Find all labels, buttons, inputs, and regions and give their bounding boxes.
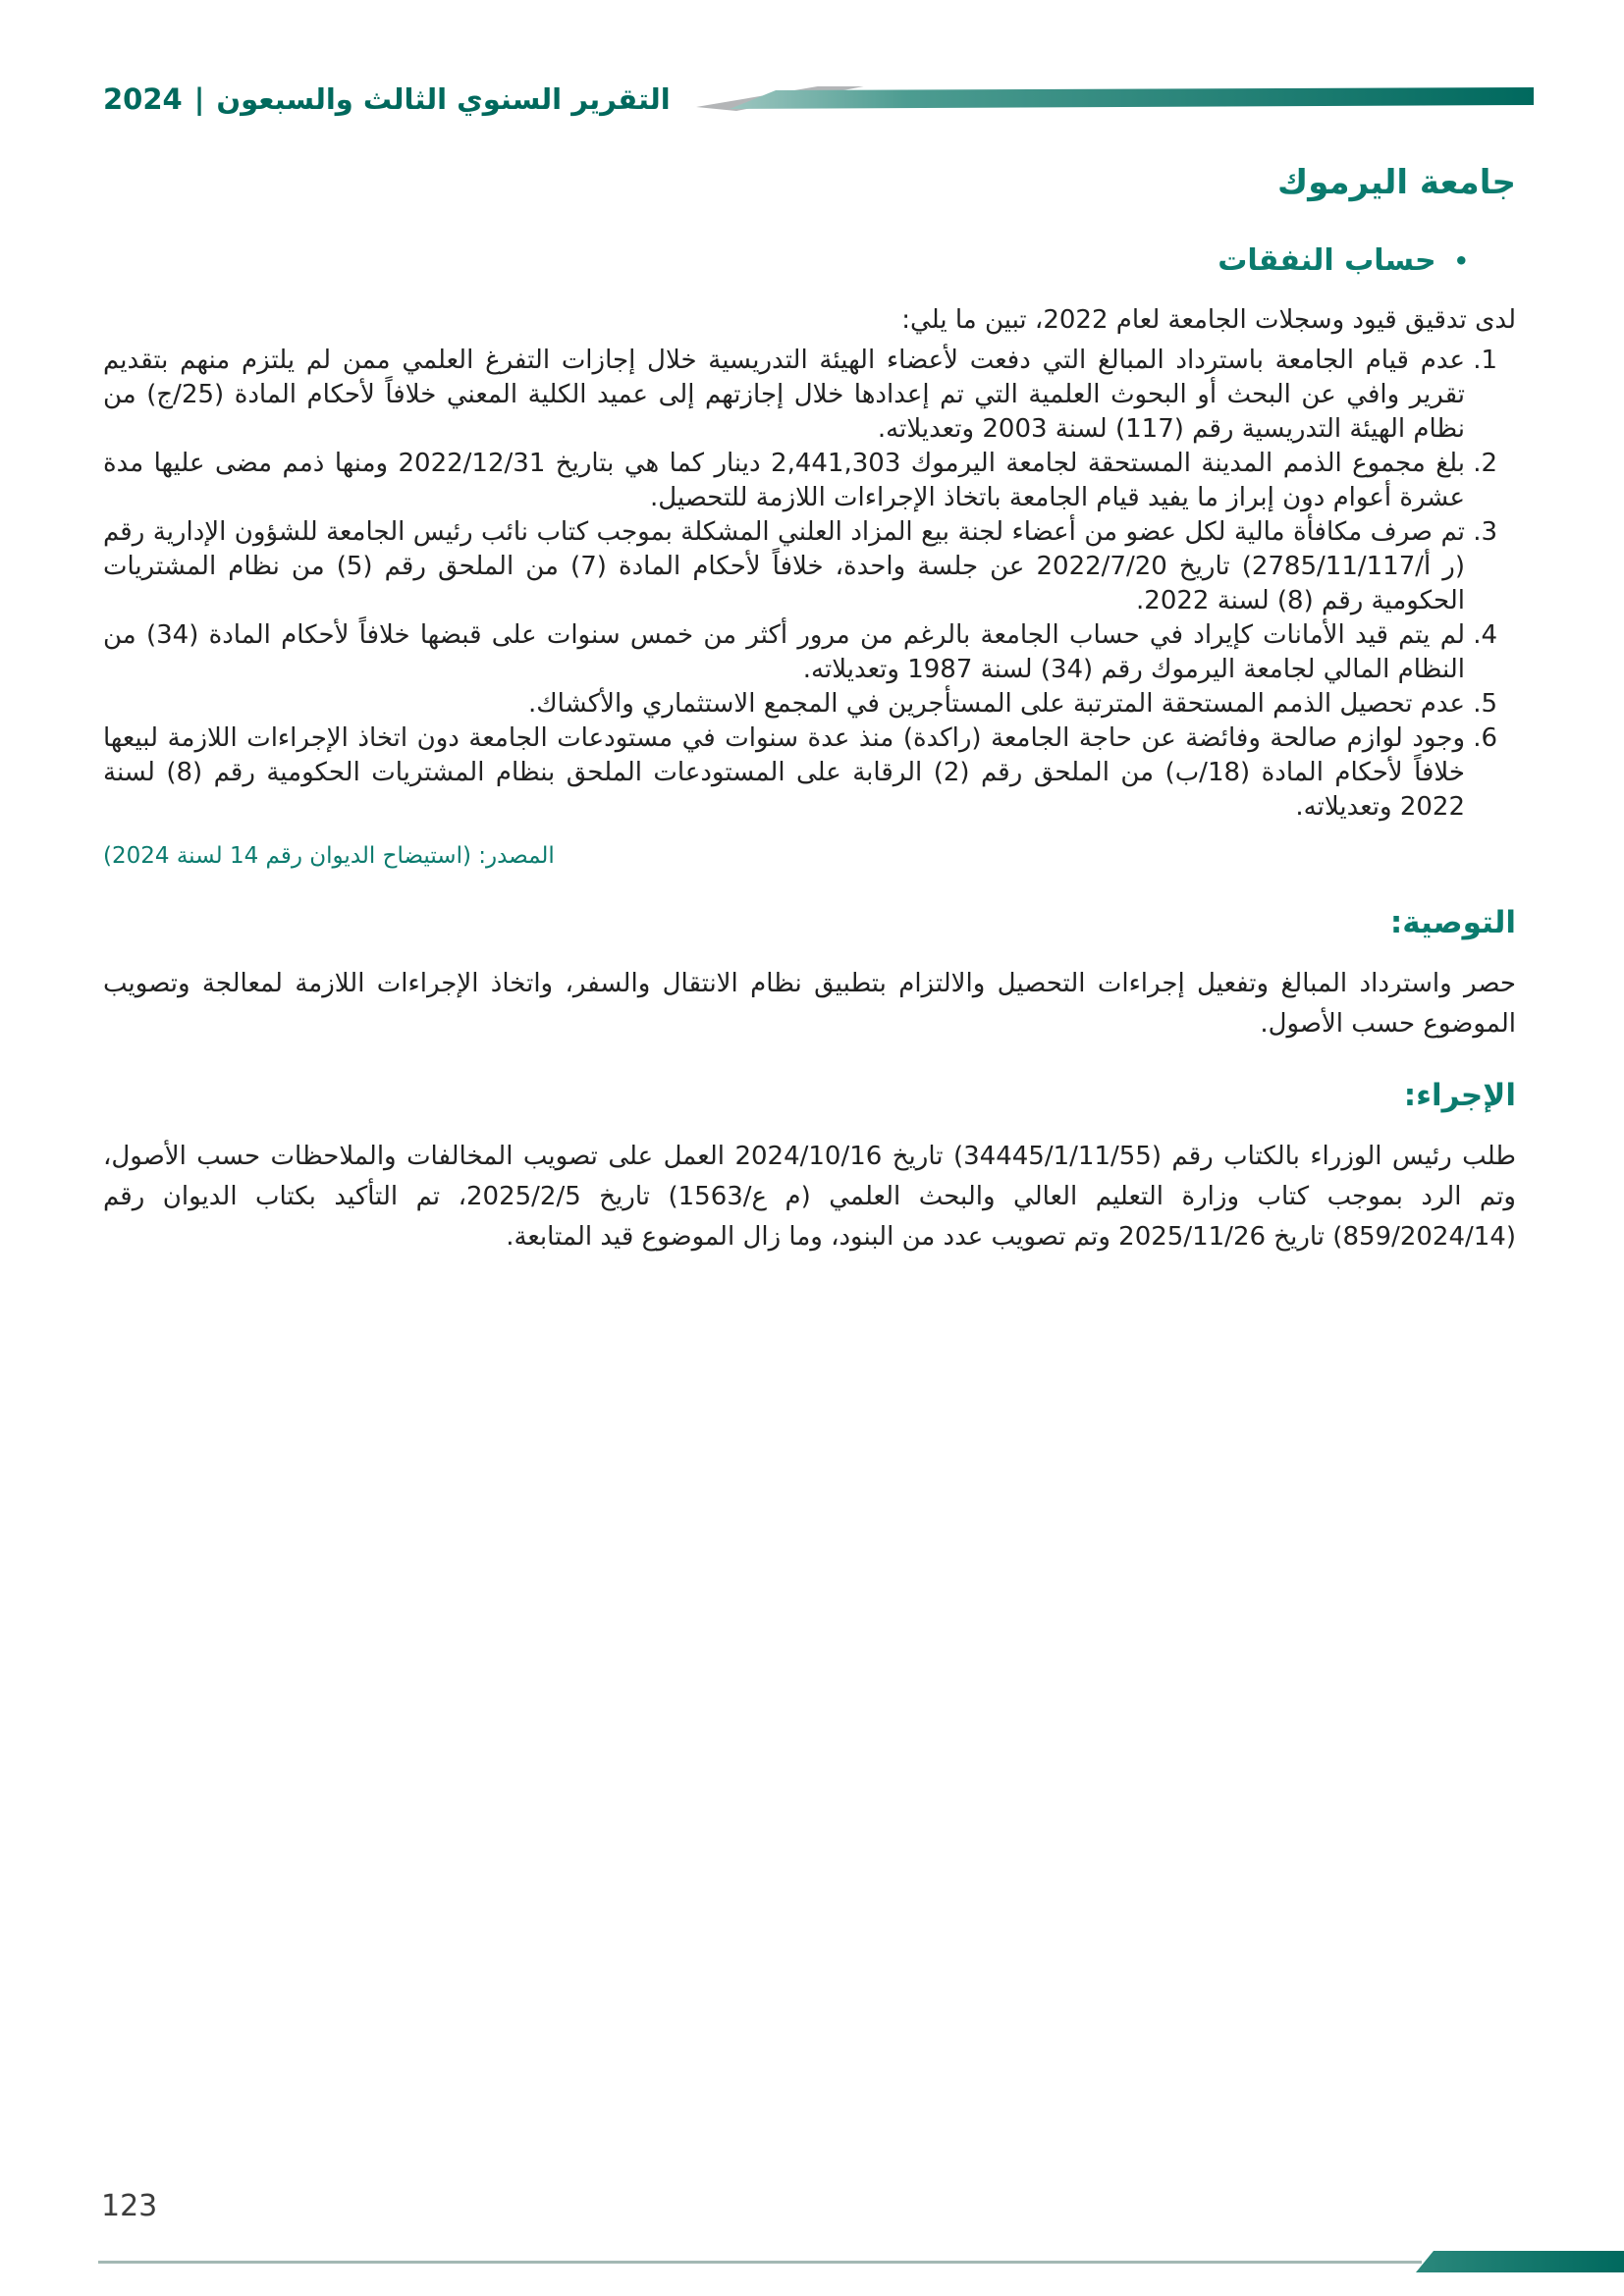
action-heading: الإجراء: [1403, 1078, 1516, 1113]
footer-accent-bar [1416, 2251, 1624, 2272]
finding-item-2: 2. بلغ مجموع الذمم المدينة المستحقة لجامعة اليرموك 2,441,303 دينار كما هي بتاريخ 2022/12/31 ومنها ذمم مضى عليها مدة عشرة أعوام دون إبراز ما يفيد قيام الجامعة باتخاذ الإجراءات اللازمة للتحصيل. [103, 447, 1465, 515]
header-year: 2024 [103, 82, 183, 116]
bullet-icon: • [1453, 246, 1469, 275]
report-header-title [103, 82, 671, 116]
header-separator: | [193, 82, 205, 116]
section-title: حساب النفقات [1218, 243, 1436, 278]
expenses-section-heading [103, 243, 1516, 278]
recommendation-text: حصر واسترداد المبالغ وتفعيل إجراءات التحصيل والالتزام بتطبيق نظام الانتقال والسفر، واتخاذ الإجراءات اللازمة لمعالجة وتصويب الموضوع حسب الأصول. [103, 969, 1516, 1039]
intro-text: لدى تدقيق قيود وسجلات الجامعة لعام 2022، تبين ما يلي: [901, 305, 1516, 335]
header-title-text: التقرير السنوي الثالث والسبعون [216, 82, 671, 116]
finding-item-4: 4. لم يتم قيد الأمانات كإيراد في حساب الجامعة بالرغم من مرور أكثر من خمس سنوات على قبضها خلافاً لأحكام المادة (34) من النظام المالي لجامعة اليرموك رقم (34) لسنة 1987 وتعديلاته. [103, 618, 1465, 687]
finding-item-6: 6. وجود لوازم صالحة وفائضة عن حاجة الجامعة (راكدة) منذ عدة سنوات في مستودعات الجامعة دون اتخاذ الإجراءات اللازمة لبيعها خلافاً لأحكام المادة (18/ب) من الملحق رقم (2) الرقابة على المستودعات الملحق بنظام المشتريات الحكومية رقم (8) لسنة 2022 وتعديلاته. [103, 721, 1465, 825]
finding-item-5: 5. عدم تحصيل الذمم المستحقة المترتبة على المستأجرين في المجمع الاستثماري والأكشاك. [103, 687, 1465, 721]
recommendation-heading: التوصية: [1389, 905, 1516, 940]
action-text: طلب رئيس الوزراء بالكتاب رقم (34445/1/11/55) تاريخ 2024/10/16 العمل على تصويب المخالفات والملاحظات حسب الأصول، وتم الرد بموجب كتاب وزارة التعليم العالي والبحث العلمي (م ع/1563) تاريخ 2025/2/5، تم التأكيد بكتاب الديوان رقم (859/2024/14) تاريخ 2025/11/26 وتم تصويب عدد من البنود، وما زال الموضوع قيد المتابعة. [103, 1142, 1517, 1252]
header-banner-graphic [696, 84, 1534, 114]
finding-item-1: 1. عدم قيام الجامعة باسترداد المبالغ التي دفعت لأعضاء الهيئة التدريسية خلال إجازات التفرغ العلمي ممن لم يلتزم منهم بتقديم تقرير وافي عن البحث أو البحوث العلمية التي تم إعدادها خلال إجازتهم إلى عميد الكلية المعني خلافاً لأحكام المادة (25/ج) من نظام الهيئة التدريسية رقم (117) لسنة 2003 وتعديلاته. [103, 344, 1465, 447]
page-number: 123 [101, 2189, 158, 2223]
source-note: المصدر: (استيضاح الديوان رقم 14 لسنة 2024) [103, 843, 555, 869]
finding-item-3: 3. تم صرف مكافأة مالية لكل عضو من أعضاء لجنة بيع المزاد العلني المشكلة بموجب كتاب نائب رئيس الجامعة للشؤون الإدارية رقم (ر أ/2785/11/117) تاريخ 2022/7/20 عن جلسة واحدة، خلافاً لأحكام المادة (7) من الملحق رقم (5) من نظام المشتريات الحكومية رقم (8) لسنة 2022. [103, 515, 1465, 618]
university-title: جامعة اليرموك [1277, 163, 1516, 202]
report-content [103, 163, 1516, 1257]
footer-rule [98, 2261, 1422, 2264]
banner-swoosh-icon [696, 84, 1534, 114]
findings-list [103, 344, 1516, 825]
report-header [0, 82, 1624, 116]
